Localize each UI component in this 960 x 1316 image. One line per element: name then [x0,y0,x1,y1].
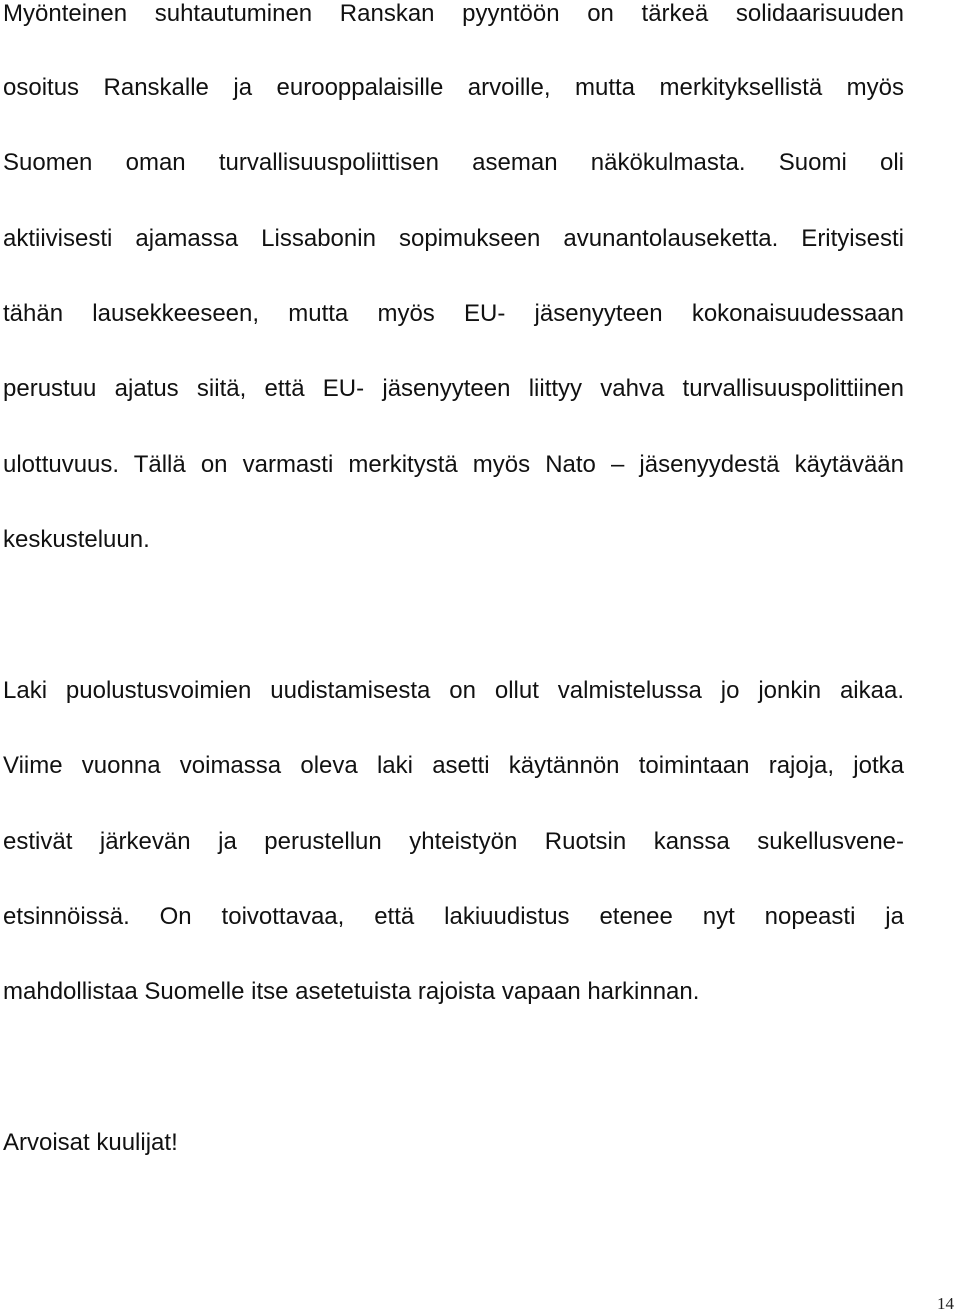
paragraph-1-line-6: perustuu ajatus siitä, että EU- jäsenyyteen liittyy vahva turvallisuuspolittiinen [3,375,904,402]
closing-address: Arvoisat kuulijat! [3,1129,178,1156]
paragraph-1-line-5: tähän lausekkeeseen, mutta myös EU- jäsenyyteen kokonaisuudessaan [3,300,904,327]
paragraph-1-line-7: ulottuvuus. Tällä on varmasti merkitystä myös Nato – jäsenyydestä käytävään [3,451,904,478]
paragraph-1-line-4: aktiivisesti ajamassa Lissabonin sopimukseen avunantolauseketta. Erityisesti [3,225,904,252]
paragraph-1-line-8: keskusteluun. [3,526,150,553]
paragraph-1-line-2: osoitus Ranskalle ja eurooppalaisille arvoille, mutta merkityksellistä myös [3,74,904,101]
paragraph-1-line-1: Myönteinen suhtautuminen Ranskan pyyntöön on tärkeä solidaarisuuden [3,0,904,27]
page-number: 14 [937,1294,954,1313]
paragraph-2-line-1: Laki puolustusvoimien uudistamisesta on ollut valmistelussa jo jonkin aikaa. [3,677,904,704]
paragraph-1-line-3: Suomen oman turvallisuuspoliittisen aseman näkökulmasta. Suomi oli [3,149,904,176]
paragraph-2-line-4: etsinnöissä. On toivottavaa, että lakiuudistus etenee nyt nopeasti ja [3,903,904,930]
paragraph-2-line-3: estivät järkevän ja perustellun yhteistyön Ruotsin kanssa sukellusvene- [3,828,904,855]
paragraph-2-line-5: mahdollistaa Suomelle itse asetetuista rajoista vapaan harkinnan. [3,978,700,1005]
paragraph-2-line-2: Viime vuonna voimassa oleva laki asetti käytännön toimintaan rajoja, jotka [3,752,904,779]
